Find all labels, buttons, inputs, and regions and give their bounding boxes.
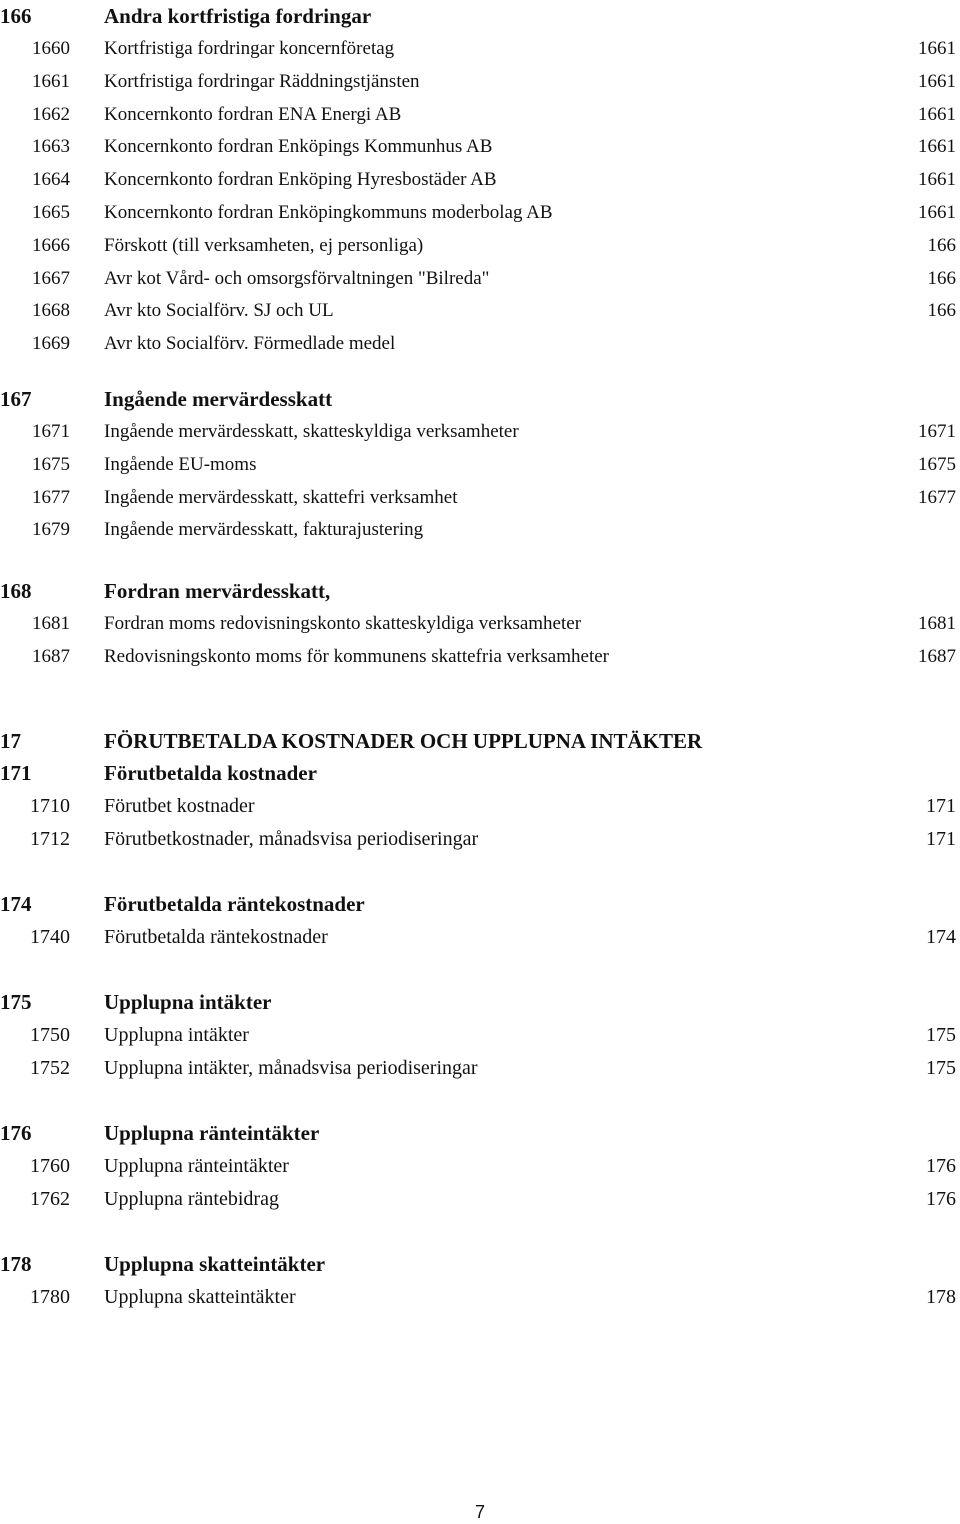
account-name: Upplupna räntebidrag	[104, 1187, 279, 1210]
account-row	[0, 514, 960, 547]
section-code: 175	[0, 990, 32, 1014]
account-code: 1669	[32, 333, 70, 355]
account-name: Fordran moms redovisningskonto skatteskyldiga verksamheter	[104, 613, 582, 634]
account-name: Förutbet kostnader	[104, 795, 255, 817]
account-row	[0, 33, 960, 66]
account-row	[0, 790, 960, 823]
section-heading	[0, 0, 960, 33]
account-code: 1679	[32, 519, 70, 541]
section-title: Förutbetalda kostnader	[104, 761, 317, 785]
account-reference: 1661	[918, 38, 956, 59]
account-name: Redovisningskonto moms för kommunens skattefria verksamheter	[104, 645, 609, 667]
section-title: Andra kortfristiga fordringar	[104, 4, 372, 28]
account-section-166	[0, 0, 960, 361]
account-section-17	[0, 725, 960, 758]
account-name: Kortfristiga fordringar koncernföretag	[104, 38, 395, 59]
section-heading	[0, 888, 960, 921]
section-code: 167	[0, 387, 32, 411]
account-reference: 1661	[918, 136, 956, 158]
account-row	[0, 164, 960, 197]
account-reference: 166	[927, 300, 956, 322]
account-code: 1677	[32, 486, 70, 508]
account-name: Ingående EU-moms	[104, 453, 257, 475]
account-row	[0, 263, 960, 296]
section-code: 166	[0, 4, 32, 28]
section-code: 178	[0, 1252, 32, 1276]
account-row	[0, 99, 960, 132]
account-code: 1760	[30, 1155, 70, 1177]
account-row	[0, 230, 960, 263]
account-code: 1750	[30, 1024, 70, 1046]
account-name: Förutbetkostnader, månadsvisa periodiseringar	[104, 827, 479, 850]
account-code: 1667	[32, 267, 70, 289]
account-code: 1671	[32, 421, 70, 442]
account-name: Ingående mervärdesskatt, skatteskyldiga verksamheter	[104, 421, 519, 442]
account-code: 1666	[32, 234, 70, 256]
account-name: Förutbetalda räntekostnader	[104, 926, 328, 948]
account-reference: 1661	[918, 169, 956, 191]
account-reference: 174	[926, 926, 956, 948]
section-code: 176	[0, 1121, 32, 1145]
account-row	[0, 66, 960, 99]
account-name: Avr kto Socialförv. SJ och UL	[104, 300, 334, 322]
account-reference: 166	[927, 234, 956, 256]
section-heading	[0, 1248, 960, 1281]
section-code: 174	[0, 892, 32, 916]
account-code: 1663	[32, 136, 70, 158]
account-reference: 1687	[918, 645, 956, 667]
section-heading	[0, 383, 960, 416]
account-code: 1664	[32, 169, 70, 191]
account-row	[0, 482, 960, 515]
section-title: Upplupna skatteintäkter	[104, 1252, 326, 1276]
account-code: 1712	[30, 827, 70, 850]
account-reference: 1661	[918, 103, 956, 125]
account-name: Upplupna ränteintäkter	[104, 1155, 289, 1177]
account-section-178	[0, 1248, 960, 1314]
account-reference: 176	[926, 1155, 956, 1177]
section-title: Upplupna intäkter	[104, 990, 272, 1014]
account-name: Avr kto Socialförv. Förmedlade medel	[104, 333, 396, 355]
account-reference: 1671	[918, 421, 956, 442]
class-code: 17	[0, 729, 21, 753]
account-reference: 175	[926, 1056, 956, 1079]
account-code: 1675	[32, 453, 70, 475]
account-section-171	[0, 757, 960, 856]
account-section-174	[0, 888, 960, 954]
account-code: 1662	[32, 103, 70, 125]
section-title: Ingående mervärdesskatt	[104, 387, 333, 411]
account-code: 1762	[30, 1187, 70, 1210]
account-section-175	[0, 986, 960, 1085]
account-reference: 1681	[918, 613, 956, 634]
account-row	[0, 328, 960, 361]
account-name: Kortfristiga fordringar Räddningstjänsten	[104, 70, 420, 92]
class-heading	[0, 725, 960, 758]
account-section-168	[0, 575, 960, 674]
section-title: Fordran mervärdesskatt,	[104, 579, 331, 603]
page-number: 7	[474, 1502, 485, 1522]
account-reference: 175	[926, 1024, 956, 1046]
account-reference: 176	[926, 1187, 956, 1210]
account-reference: 1675	[918, 453, 956, 475]
account-row	[0, 449, 960, 482]
account-name: Upplupna intäkter	[104, 1024, 249, 1046]
account-name: Upplupna intäkter, månadsvisa periodiseringar	[104, 1056, 478, 1079]
account-name: Ingående mervärdesskatt, skattefri verksamhet	[104, 486, 458, 508]
account-code: 1752	[30, 1056, 70, 1079]
account-row	[0, 131, 960, 164]
section-heading	[0, 986, 960, 1019]
account-reference: 171	[926, 795, 956, 817]
account-section-167	[0, 383, 960, 547]
account-code: 1665	[32, 201, 70, 223]
account-reference: 171	[926, 827, 956, 850]
account-reference: 1661	[918, 201, 956, 223]
section-heading	[0, 1117, 960, 1150]
account-name: Koncernkonto fordran Enköping Hyresbostäder AB	[104, 169, 497, 191]
section-title: Upplupna ränteintäkter	[104, 1121, 320, 1145]
account-row	[0, 295, 960, 328]
account-code: 1740	[30, 926, 70, 948]
account-row	[0, 1150, 960, 1183]
account-row	[0, 641, 960, 674]
account-row	[0, 823, 960, 856]
account-reference: 166	[927, 267, 956, 289]
account-row	[0, 1183, 960, 1216]
account-code: 1661	[32, 70, 70, 92]
account-row	[0, 1019, 960, 1052]
account-code: 1668	[32, 300, 70, 322]
section-title: Förutbetalda räntekostnader	[104, 892, 365, 916]
account-code: 1660	[32, 38, 70, 59]
account-reference: 178	[926, 1286, 956, 1308]
account-name: Koncernkonto fordran Enköpingkommuns moderbolag AB	[104, 201, 553, 223]
section-heading	[0, 757, 960, 790]
account-name: Koncernkonto fordran Enköpings Kommunhus AB	[104, 136, 493, 158]
section-code: 168	[0, 579, 32, 603]
account-row	[0, 921, 960, 954]
account-row	[0, 416, 960, 449]
account-reference: 1677	[918, 486, 956, 508]
account-row	[0, 1281, 960, 1314]
account-section-176	[0, 1117, 960, 1216]
account-code: 1710	[30, 795, 70, 817]
account-name: Upplupna skatteintäkter	[104, 1286, 296, 1308]
account-name: Koncernkonto fordran ENA Energi AB	[104, 103, 402, 125]
account-name: Ingående mervärdesskatt, fakturajustering	[104, 519, 424, 541]
account-reference: 1661	[918, 70, 956, 92]
section-code: 171	[0, 761, 32, 785]
account-name: Avr kot Vård- och omsorgsförvaltningen "Bilreda"	[104, 267, 490, 289]
account-row	[0, 197, 960, 230]
account-code: 1687	[32, 645, 70, 667]
section-heading	[0, 575, 960, 608]
account-code: 1681	[32, 613, 70, 634]
account-row	[0, 608, 960, 641]
account-code: 1780	[30, 1286, 70, 1308]
account-row	[0, 1052, 960, 1085]
class-title: FÖRUTBETALDA KOSTNADER OCH UPPLUPNA INTÄKTER	[104, 729, 703, 753]
account-name: Förskott (till verksamheten, ej personliga)	[104, 234, 424, 256]
